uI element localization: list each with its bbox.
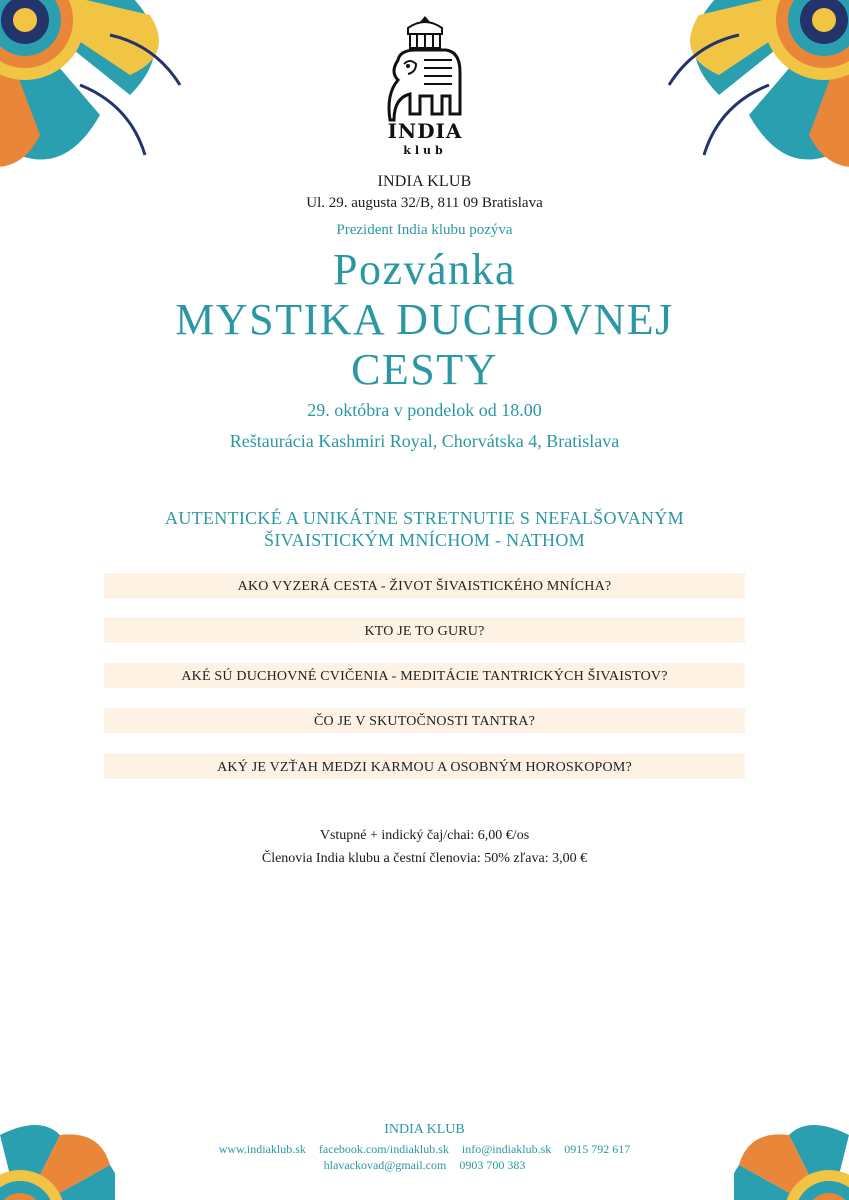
logo-text: INDIA [387,119,463,143]
subtitle-line-1: AUTENTICKÉ A UNIKÁTNE STRETNUTIE S NEFALŠOVANÝM [165,508,684,528]
footer-club-name: INDIA KLUB [384,1122,465,1137]
event-when: 29. októbra v pondelok od 18.00 [307,400,542,420]
price-line-1: Vstupné + indický čaj/chai: 6,00 €/os [319,828,530,843]
footer-phone-2: 0903 700 383 [459,1158,526,1172]
question-item: AKÝ JE VZŤAH MEDZI KARMOU A OSOBNÝM HOROSKOPOM? [104,754,745,779]
club-name: INDIA KLUB [377,173,472,190]
subtitle-line-2: ŠIVAISTICKÝM MNÍCHOM - NATHOM [264,530,585,550]
mandala-top-left-icon [0,0,190,185]
question-item: KTO JE TO GURU? [104,618,745,643]
footer-facebook-link[interactable]: facebook.com/indiaklub.sk [318,1142,449,1156]
price-line-2: Členovia India klubu a čestní členovia: 50% zľava: 3,00 € [261,851,588,866]
footer-email-2-link[interactable]: hlavackovad@gmail.com [323,1158,447,1172]
invite-by: Prezident India klubu pozýva [336,222,513,238]
question-item: AKÉ SÚ DUCHOVNÉ CVIČENIA - MEDITÁCIE TANTRICKÝCH ŠIVAISTOV? [104,663,745,688]
event-where: Reštaurácia Kashmiri Royal, Chorvátska 4, Bratislava [229,431,620,451]
footer-contacts-1 [0,1142,849,1157]
title-line-3: CESTY [351,345,498,394]
mandala-top-right-icon [664,0,849,190]
footer-contacts-2 [0,1158,849,1173]
club-address: Ul. 29. augusta 32/B, 811 09 Bratislava [306,195,543,211]
question-item: ČO JE V SKUTOČNOSTI TANTRA? [104,708,745,733]
question-item: AKO VYZERÁ CESTA - ŽIVOT ŠIVAISTICKÉHO MNÍCHA? [104,573,745,598]
title-line-1: Pozvánka [332,245,517,294]
elephant-logo-icon [380,14,470,164]
title-line-2: MYSTIKA DUCHOVNEJ [175,295,674,344]
logo-subtext: klub [403,144,447,157]
footer-phone: 0915 792 617 [564,1142,631,1156]
footer-website-link[interactable]: www.indiaklub.sk [218,1142,306,1156]
footer-email-link[interactable]: info@indiaklub.sk [461,1142,552,1156]
subtitle [0,507,849,551]
